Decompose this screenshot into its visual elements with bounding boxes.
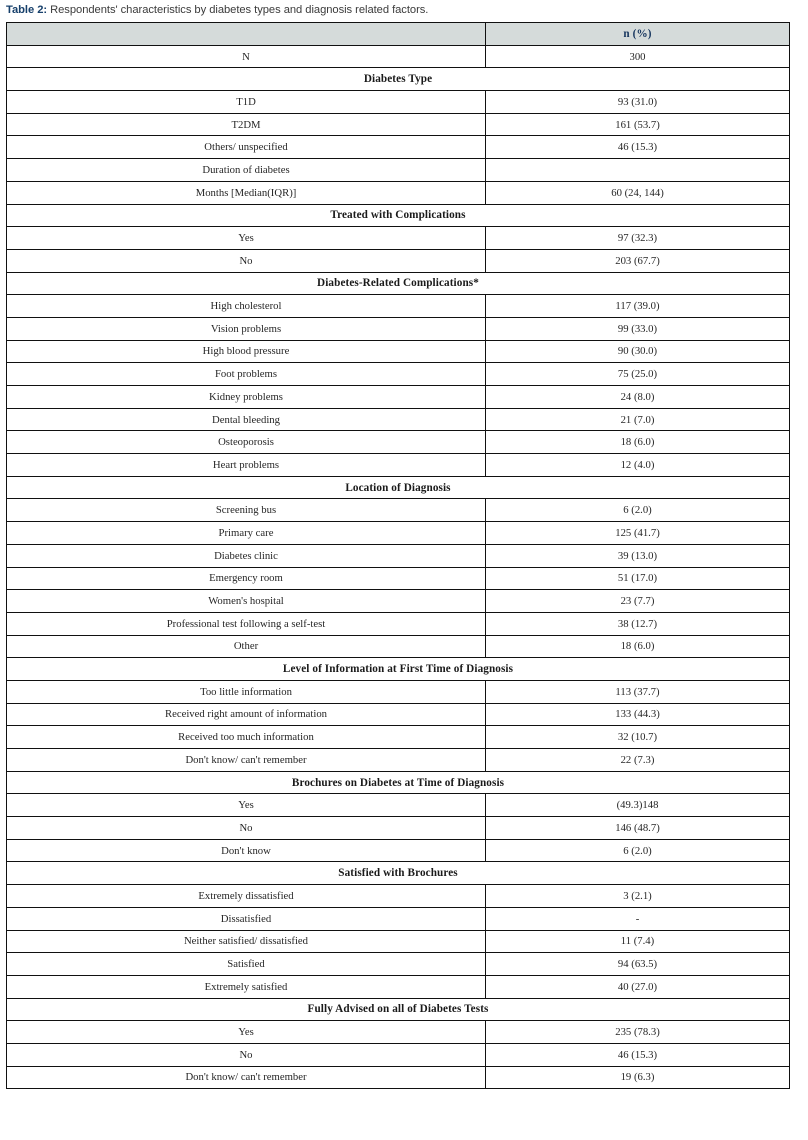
table-row xyxy=(7,431,790,454)
row-value: 60 (24, 144) xyxy=(486,181,790,204)
section-header-label: Satisfied with Brochures xyxy=(7,862,790,885)
row-label: Dental bleeding xyxy=(7,408,486,431)
table-row xyxy=(7,590,790,613)
row-value: 18 (6.0) xyxy=(486,635,790,658)
table-row xyxy=(7,227,790,250)
table-row xyxy=(7,839,790,862)
row-value: 90 (30.0) xyxy=(486,340,790,363)
row-label: Women's hospital xyxy=(7,590,486,613)
row-value: 22 (7.3) xyxy=(486,749,790,772)
row-label: N xyxy=(7,45,486,68)
table-section-row xyxy=(7,204,790,227)
row-value: 117 (39.0) xyxy=(486,295,790,318)
section-header-label: Location of Diagnosis xyxy=(7,476,790,499)
table-head xyxy=(7,23,790,46)
row-value: 19 (6.3) xyxy=(486,1066,790,1089)
row-value: 46 (15.3) xyxy=(486,1043,790,1066)
row-label: Don't know/ can't remember xyxy=(7,749,486,772)
table-row xyxy=(7,726,790,749)
table-section-row xyxy=(7,272,790,295)
table-row xyxy=(7,317,790,340)
row-label: No xyxy=(7,817,486,840)
row-value: - xyxy=(486,907,790,930)
table-row xyxy=(7,91,790,114)
table-section-row xyxy=(7,998,790,1021)
row-value: 146 (48.7) xyxy=(486,817,790,840)
row-label: Foot problems xyxy=(7,363,486,386)
row-label: Don't know xyxy=(7,839,486,862)
table-row xyxy=(7,1066,790,1089)
section-header-label: Brochures on Diabetes at Time of Diagnosis xyxy=(7,771,790,794)
table-row xyxy=(7,703,790,726)
row-value: 97 (32.3) xyxy=(486,227,790,250)
row-value: 46 (15.3) xyxy=(486,136,790,159)
table-row xyxy=(7,181,790,204)
row-label: Screening bus xyxy=(7,499,486,522)
row-value: 113 (37.7) xyxy=(486,680,790,703)
row-value: (49.3)148 xyxy=(486,794,790,817)
table-row xyxy=(7,340,790,363)
table-caption-label: Table 2: xyxy=(6,4,48,16)
row-label: Emergency room xyxy=(7,567,486,590)
row-value: 11 (7.4) xyxy=(486,930,790,953)
table-row xyxy=(7,454,790,477)
row-value: 75 (25.0) xyxy=(486,363,790,386)
table-row xyxy=(7,907,790,930)
table-row xyxy=(7,567,790,590)
table-row xyxy=(7,386,790,409)
table-row xyxy=(7,363,790,386)
row-label: Diabetes clinic xyxy=(7,544,486,567)
row-label: Neither satisfied/ dissatisfied xyxy=(7,930,486,953)
row-label: T2DM xyxy=(7,113,486,136)
row-value: 235 (78.3) xyxy=(486,1021,790,1044)
respondent-characteristics-table xyxy=(6,22,790,1089)
table-body xyxy=(7,45,790,1089)
table-row xyxy=(7,1021,790,1044)
row-value: 39 (13.0) xyxy=(486,544,790,567)
row-label: Received right amount of information xyxy=(7,703,486,726)
table-row xyxy=(7,612,790,635)
row-label: High blood pressure xyxy=(7,340,486,363)
row-label: Too little information xyxy=(7,680,486,703)
row-label: Professional test following a self-test xyxy=(7,612,486,635)
row-value: 32 (10.7) xyxy=(486,726,790,749)
row-value: 40 (27.0) xyxy=(486,975,790,998)
row-label: Don't know/ can't remember xyxy=(7,1066,486,1089)
table-section-row xyxy=(7,476,790,499)
row-label: Osteoporosis xyxy=(7,431,486,454)
row-value xyxy=(486,159,790,182)
row-label: Months [Median(IQR)] xyxy=(7,181,486,204)
table-row xyxy=(7,249,790,272)
table-container xyxy=(0,22,808,1089)
row-label: High cholesterol xyxy=(7,295,486,318)
section-header-label: Level of Information at First Time of Diagnosis xyxy=(7,658,790,681)
table-row xyxy=(7,136,790,159)
row-label: Received too much information xyxy=(7,726,486,749)
table-section-row xyxy=(7,862,790,885)
row-label: Other xyxy=(7,635,486,658)
row-value: 24 (8.0) xyxy=(486,386,790,409)
table-row xyxy=(7,817,790,840)
row-value: 161 (53.7) xyxy=(486,113,790,136)
row-value: 38 (12.7) xyxy=(486,612,790,635)
section-header-label: Treated with Complications xyxy=(7,204,790,227)
row-value: 125 (41.7) xyxy=(486,522,790,545)
row-value: 6 (2.0) xyxy=(486,839,790,862)
row-value: 18 (6.0) xyxy=(486,431,790,454)
row-label: T1D xyxy=(7,91,486,114)
table-row xyxy=(7,953,790,976)
table-section-row xyxy=(7,771,790,794)
row-label: Others/ unspecified xyxy=(7,136,486,159)
column-header-characteristic xyxy=(7,23,486,46)
table-row xyxy=(7,295,790,318)
table-header-row xyxy=(7,23,790,46)
row-label: Yes xyxy=(7,794,486,817)
row-value: 133 (44.3) xyxy=(486,703,790,726)
row-value: 203 (67.7) xyxy=(486,249,790,272)
row-value: 300 xyxy=(486,45,790,68)
table-row xyxy=(7,975,790,998)
table-section-row xyxy=(7,68,790,91)
section-header-label: Diabetes Type xyxy=(7,68,790,91)
table-row xyxy=(7,544,790,567)
table-row xyxy=(7,1043,790,1066)
row-label: Primary care xyxy=(7,522,486,545)
row-label: No xyxy=(7,1043,486,1066)
row-value: 93 (31.0) xyxy=(486,91,790,114)
table-caption-text: Respondents' characteristics by diabetes types and diagnosis related factors. xyxy=(47,4,429,16)
table-row xyxy=(7,930,790,953)
row-label: Heart problems xyxy=(7,454,486,477)
section-header-label: Fully Advised on all of Diabetes Tests xyxy=(7,998,790,1021)
row-label: No xyxy=(7,249,486,272)
row-label: Yes xyxy=(7,227,486,250)
row-value: 51 (17.0) xyxy=(486,567,790,590)
row-label: Duration of diabetes xyxy=(7,159,486,182)
row-value: 23 (7.7) xyxy=(486,590,790,613)
row-label: Kidney problems xyxy=(7,386,486,409)
column-header-n-percent: n (%) xyxy=(486,23,790,46)
row-label: Vision problems xyxy=(7,317,486,340)
table-row xyxy=(7,680,790,703)
table-row xyxy=(7,885,790,908)
row-label: Dissatisfied xyxy=(7,907,486,930)
table-row xyxy=(7,749,790,772)
table-row xyxy=(7,522,790,545)
row-value: 3 (2.1) xyxy=(486,885,790,908)
table-row xyxy=(7,408,790,431)
row-label: Extremely dissatisfied xyxy=(7,885,486,908)
table-caption xyxy=(0,0,808,22)
row-value: 99 (33.0) xyxy=(486,317,790,340)
row-value: 6 (2.0) xyxy=(486,499,790,522)
row-value: 12 (4.0) xyxy=(486,454,790,477)
table-row xyxy=(7,635,790,658)
row-label: Extremely satisfied xyxy=(7,975,486,998)
row-value: 94 (63.5) xyxy=(486,953,790,976)
table-row xyxy=(7,45,790,68)
table-row xyxy=(7,499,790,522)
row-label: Satisfied xyxy=(7,953,486,976)
row-label: Yes xyxy=(7,1021,486,1044)
table-row xyxy=(7,159,790,182)
table-row xyxy=(7,113,790,136)
row-value: 21 (7.0) xyxy=(486,408,790,431)
section-header-label: Diabetes-Related Complications* xyxy=(7,272,790,295)
table-row xyxy=(7,794,790,817)
table-section-row xyxy=(7,658,790,681)
